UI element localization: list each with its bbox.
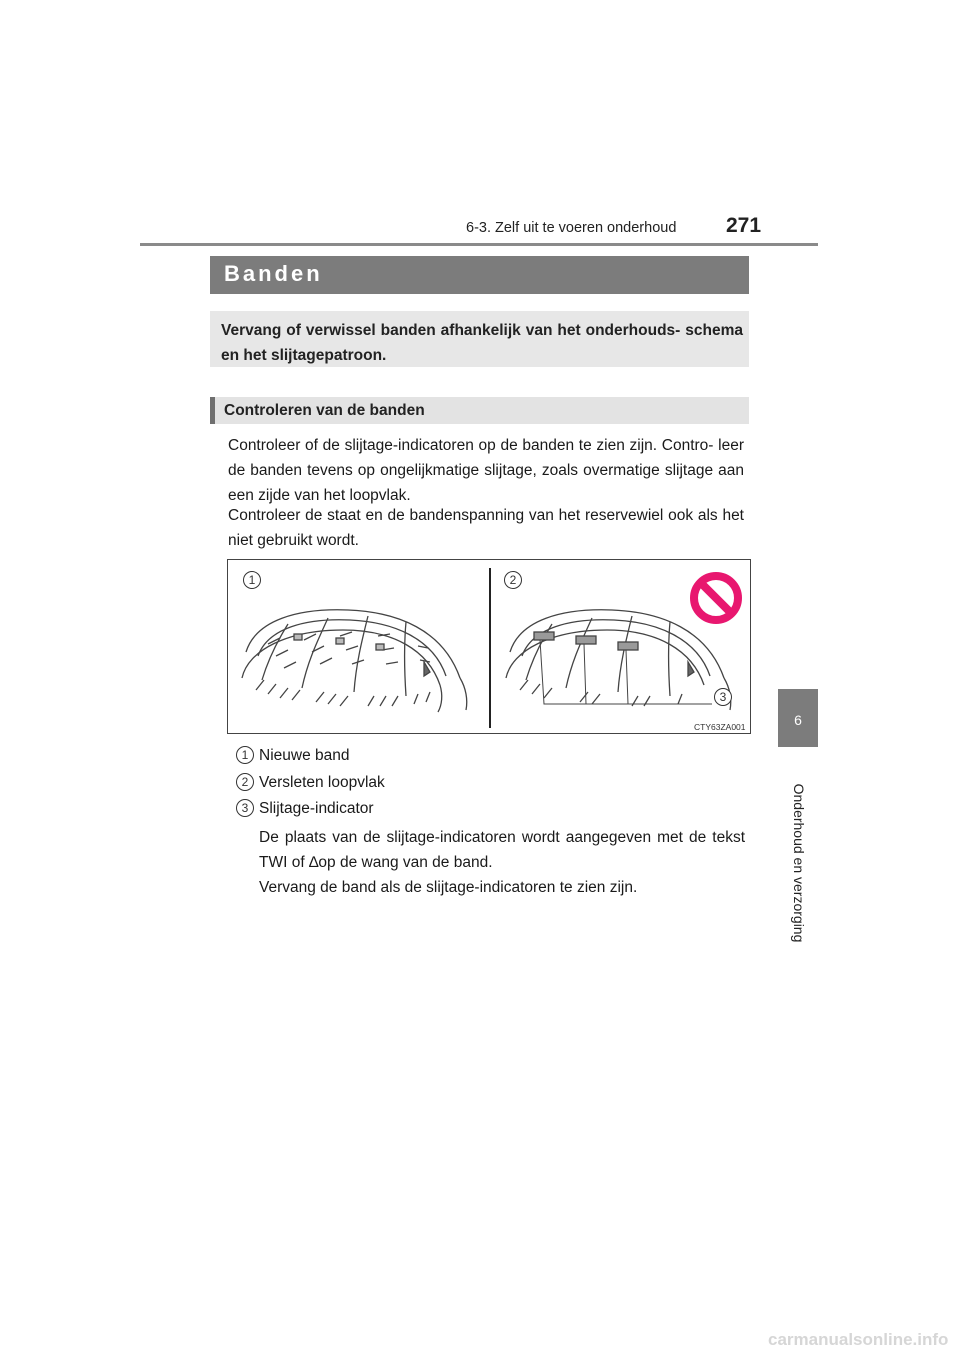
page-title: Banden [224, 261, 323, 286]
chapter-tab-label: Onderhoud en verzorging [791, 783, 807, 943]
callout-2: 2 [504, 571, 522, 589]
legend-number-1: 1 [236, 746, 254, 764]
tire-illustration [227, 559, 751, 734]
running-header-section: 6-3. Zelf uit te voeren onderhoud [466, 220, 677, 236]
callout-3: 3 [714, 688, 732, 706]
description-indicator-location: De plaats van de slijtage-indicatoren wordt aangegeven met de tekst TWI of ∆op de wang van de band. [259, 829, 745, 871]
subheading: Controleren van de banden [224, 402, 425, 419]
header-rule [140, 243, 818, 246]
paragraph-tire-check: Controleer of de slijtage-indicatoren op de banden te zien zijn. Contro- leer de banden tevens op ongelijkmatige slijtage, zoals overmatige slijtage aan een zijde van het loopvlak. [228, 437, 744, 504]
figure-code: CTY63ZA001 [694, 722, 746, 732]
description-replace-tire: Vervang de band als de slijtage-indicatoren te zien zijn. [259, 879, 638, 896]
legend-number-3: 3 [236, 799, 254, 817]
subheading-marker [210, 397, 215, 424]
new-tire-drawing [242, 610, 467, 712]
no-entry-icon [694, 576, 738, 620]
page-number: 271 [726, 214, 762, 237]
chapter-tab-number: 6 [794, 712, 802, 728]
legend-wear-indicator: Slijtage-indicator [259, 800, 374, 817]
legend-worn-tread: Versleten loopvlak [259, 774, 385, 791]
footer-watermark: carmanualsonline.info [768, 1330, 949, 1349]
lead-text: Vervang of verwissel banden afhankelijk van het onderhouds- schema en het slijtagepatroon. [221, 322, 743, 364]
worn-tire-drawing [506, 610, 731, 710]
legend-new-tire: Nieuwe band [259, 747, 350, 764]
legend-number-2: 2 [236, 773, 254, 791]
paragraph-spare-wheel: Controleer de staat en de bandenspanning van het reservewiel ook als het niet gebruikt wordt. [228, 507, 744, 549]
callout-1: 1 [243, 571, 261, 589]
tire-drawing [228, 560, 750, 733]
